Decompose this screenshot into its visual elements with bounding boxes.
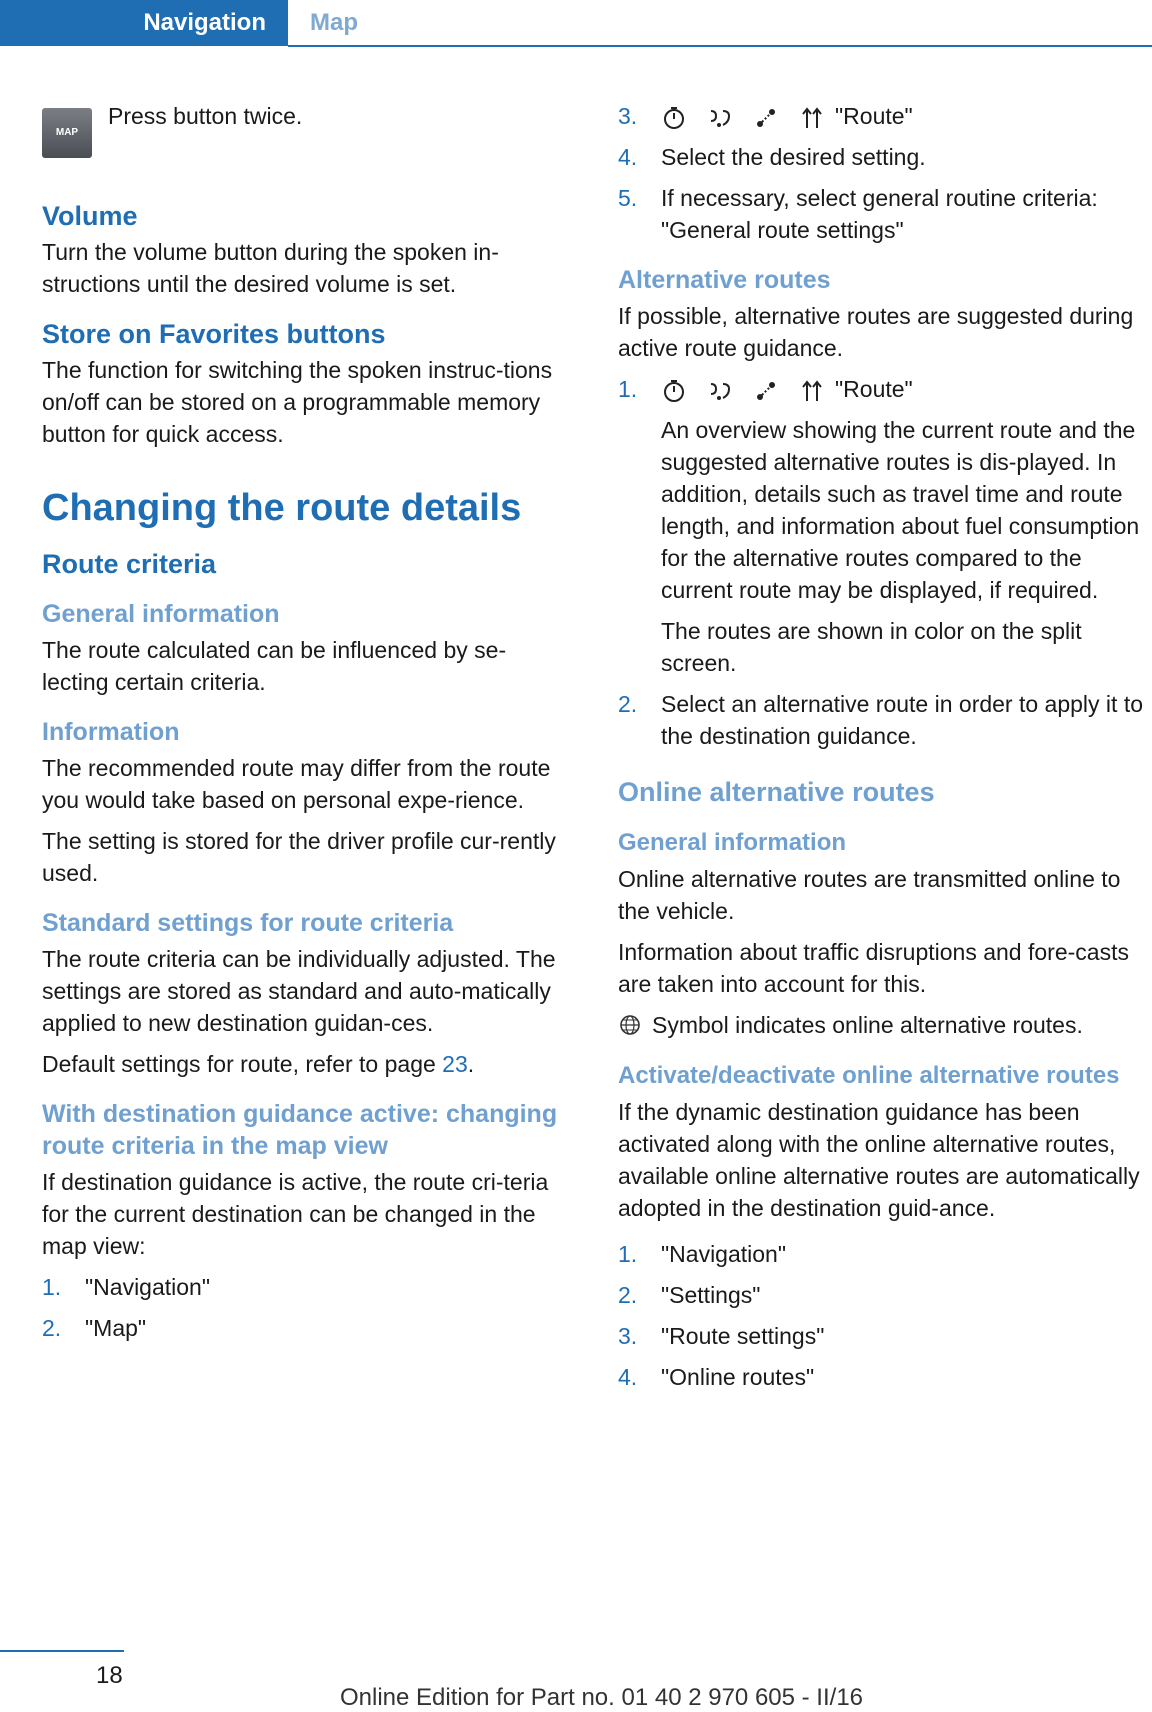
footer-divider xyxy=(0,1650,124,1652)
edition-note: Online Edition for Part no. 01 40 2 970 605 - II/16 xyxy=(340,1684,864,1711)
step-text: "Route" xyxy=(835,103,913,129)
route-arrows-icon xyxy=(799,105,825,131)
favorites-text: The function for switching the spoken instruc‐tions on/off can be stored on a programmable memory button for quick access. xyxy=(42,357,553,447)
list-item xyxy=(618,100,1152,132)
online-general-info-heading: General information xyxy=(618,829,847,856)
step-text: "Online routes" xyxy=(661,1364,815,1390)
header-divider xyxy=(288,45,1152,47)
list-item xyxy=(618,1361,1152,1393)
step-number: 4. xyxy=(618,144,638,170)
online-steps xyxy=(618,1238,1152,1393)
top-header xyxy=(0,0,1152,48)
left-column xyxy=(42,100,572,1354)
route-criteria-icons xyxy=(661,105,825,131)
tab-navigation: Navigation xyxy=(0,0,288,46)
online-symbol-text: Symbol indicates online alternative routes. xyxy=(652,1012,1083,1038)
stopwatch-icon xyxy=(661,378,687,404)
online-routes-heading: Online alternative routes xyxy=(618,777,935,807)
tab-map: Map xyxy=(310,9,358,36)
favorites-heading: Store on Favorites buttons xyxy=(42,319,386,349)
default-settings-ref xyxy=(42,1048,572,1080)
activate-online-heading: Activate/deactivate online alternative routes xyxy=(618,1062,1120,1089)
information-text-2: The setting is stored for the driver profile cur‐rently used. xyxy=(42,828,556,886)
step-number: 4. xyxy=(618,1364,638,1390)
route-steps xyxy=(618,100,1152,246)
step-number: 2. xyxy=(42,1315,62,1341)
alternative-routes-text: If possible, alternative routes are suggested during active route guidance. xyxy=(618,303,1134,361)
step-text: "Route" xyxy=(835,376,913,402)
standard-settings-heading: Standard settings for route criteria xyxy=(42,909,454,937)
page-number: 18 xyxy=(96,1662,123,1689)
active-guidance-text: If destination guidance is active, the route cri‐teria for the current destination can be changed in the map view: xyxy=(42,1169,549,1259)
step-text: "Route settings" xyxy=(661,1323,825,1349)
list-item xyxy=(42,1271,572,1303)
route-criteria-heading: Route criteria xyxy=(42,549,217,579)
step-text: "Settings" xyxy=(661,1282,761,1308)
stopwatch-icon xyxy=(661,105,687,131)
curvy-road-icon xyxy=(707,378,733,404)
step-number: 3. xyxy=(618,1323,638,1349)
information-heading: Information xyxy=(42,718,180,746)
step-text: Select an alternative route in order to apply it to the destination guidance. xyxy=(661,691,1144,749)
step-text: Select the desired setting. xyxy=(661,144,926,170)
list-item xyxy=(618,688,1152,752)
information-text-1: The recommended route may differ from the route you would take based on personal expe‐rience. xyxy=(42,755,551,813)
online-symbol-line xyxy=(618,1009,1152,1041)
standard-settings-text: The route criteria can be individually adjusted. The settings are stored as standard and auto‐matically applied to new destination guidan‐ces. xyxy=(42,946,556,1036)
online-routes-symbol-icon xyxy=(618,1013,642,1037)
map-button-icon: MAP xyxy=(42,108,92,158)
alternative-routes-heading: Alternative routes xyxy=(618,266,831,294)
step-text: If necessary, select general routine criteria: "General route settings" xyxy=(661,185,1098,243)
volume-text: Turn the volume button during the spoken in‐structions until the desired volume is set. xyxy=(42,239,499,297)
step-number: 1. xyxy=(618,376,638,402)
step-text: "Map" xyxy=(85,1315,147,1341)
step-number: 5. xyxy=(618,185,638,211)
default-prefix: Default settings for route, refer to page xyxy=(42,1051,443,1077)
list-item xyxy=(42,1312,572,1344)
curvy-road-icon xyxy=(707,105,733,131)
list-item xyxy=(618,1320,1152,1352)
volume-heading: Volume xyxy=(42,201,138,231)
right-column xyxy=(618,100,1152,1403)
active-guidance-heading: With destination guidance active: changing route criteria in the map view xyxy=(42,1100,558,1160)
chapter-title: Changing the route details xyxy=(42,487,522,529)
activate-online-text: If the dynamic destination guidance has been activated along with the online alternative routes, available online alternative routes are automatically adopted in the destination guid‐ance. xyxy=(618,1099,1140,1221)
list-item xyxy=(618,1279,1152,1311)
step-number: 1. xyxy=(618,1241,638,1267)
list-item xyxy=(618,141,1152,173)
route-points-icon xyxy=(753,378,779,404)
online-text-1: Online alternative routes are transmitted online to the vehicle. xyxy=(618,866,1121,924)
alternative-steps xyxy=(618,373,1152,752)
route-arrows-icon xyxy=(799,378,825,404)
step-text: "Navigation" xyxy=(661,1241,787,1267)
alt-step-detail-1: An overview showing the current route and the suggested alternative routes is dis‐played. In addition, details such as travel time and route length, and information about fuel consumption for the alternative routes compared to the current route may be displayed, if required. xyxy=(661,417,1140,603)
step-number: 3. xyxy=(618,103,638,129)
general-info-heading: General information xyxy=(42,600,280,628)
press-twice-text: Press button twice. xyxy=(108,103,303,129)
step-text: "Navigation" xyxy=(85,1274,211,1300)
list-item xyxy=(618,182,1152,246)
route-criteria-icons xyxy=(661,378,825,404)
alt-step-detail-2: The routes are shown in color on the split screen. xyxy=(661,618,1082,676)
step-number: 1. xyxy=(42,1274,62,1300)
list-item xyxy=(618,373,1152,679)
step-number: 2. xyxy=(618,691,638,717)
online-text-2: Information about traffic disruptions and fore‐casts are taken into account for this. xyxy=(618,939,1129,997)
list-item xyxy=(618,1238,1152,1270)
default-suffix: . xyxy=(467,1051,475,1077)
step-number: 2. xyxy=(618,1282,638,1308)
general-info-text: The route calculated can be influenced by se‐lecting certain criteria. xyxy=(42,637,507,695)
map-button-instruction xyxy=(42,100,572,160)
route-points-icon xyxy=(753,105,779,131)
page-link[interactable]: 23 xyxy=(442,1051,468,1077)
map-view-steps xyxy=(42,1271,572,1344)
